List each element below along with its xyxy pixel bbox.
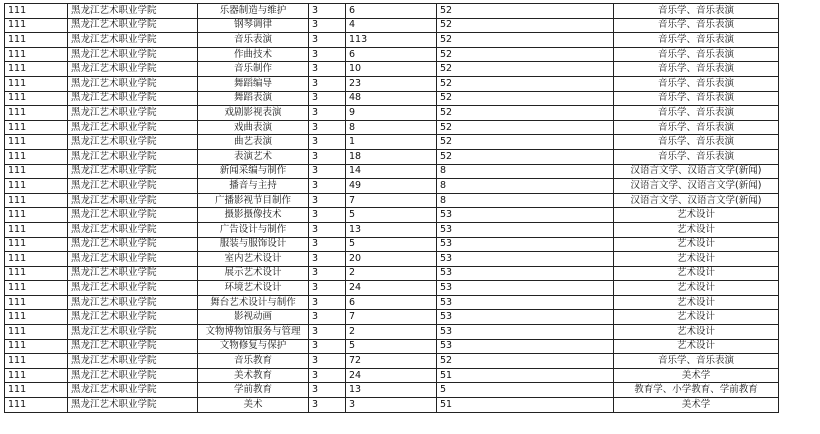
code-cell: 111 — [5, 339, 68, 354]
table-row — [5, 47, 779, 62]
category-code-cell: 53 — [437, 310, 614, 325]
target-major-cell: 音乐学、音乐表演 — [614, 33, 779, 48]
years-cell: 3 — [309, 47, 346, 62]
years-cell: 3 — [309, 193, 346, 208]
category-code-cell: 52 — [437, 120, 614, 135]
years-cell: 3 — [309, 33, 346, 48]
category-code-cell: 52 — [437, 135, 614, 150]
count-cell: 5 — [346, 237, 437, 252]
category-code-cell: 52 — [437, 47, 614, 62]
target-major-cell: 汉语言文学、汉语言文学(新闻) — [614, 179, 779, 194]
code-cell: 111 — [5, 193, 68, 208]
major-cell: 戏曲表演 — [198, 120, 309, 135]
school-cell: 黑龙江艺术职业学院 — [68, 47, 198, 62]
major-cell: 学前教育 — [198, 383, 309, 398]
category-code-cell: 53 — [437, 208, 614, 223]
code-cell: 111 — [5, 383, 68, 398]
code-cell: 111 — [5, 149, 68, 164]
code-cell: 111 — [5, 252, 68, 267]
table-row — [5, 149, 779, 164]
code-cell: 111 — [5, 4, 68, 19]
target-major-cell: 艺术设计 — [614, 208, 779, 223]
school-cell: 黑龙江艺术职业学院 — [68, 237, 198, 252]
count-cell: 9 — [346, 106, 437, 121]
category-code-cell: 52 — [437, 18, 614, 33]
major-cell: 广播影视节目制作 — [198, 193, 309, 208]
years-cell: 3 — [309, 76, 346, 91]
table-row — [5, 76, 779, 91]
code-cell: 111 — [5, 310, 68, 325]
years-cell: 3 — [309, 383, 346, 398]
major-cell: 音乐制作 — [198, 62, 309, 77]
count-cell: 13 — [346, 222, 437, 237]
target-major-cell: 音乐学、音乐表演 — [614, 91, 779, 106]
code-cell: 111 — [5, 33, 68, 48]
count-cell: 20 — [346, 252, 437, 267]
category-code-cell: 53 — [437, 339, 614, 354]
count-cell: 49 — [346, 179, 437, 194]
years-cell: 3 — [309, 266, 346, 281]
school-cell: 黑龙江艺术职业学院 — [68, 33, 198, 48]
school-cell: 黑龙江艺术职业学院 — [68, 179, 198, 194]
count-cell: 18 — [346, 149, 437, 164]
years-cell: 3 — [309, 325, 346, 340]
count-cell: 5 — [346, 208, 437, 223]
target-major-cell: 艺术设计 — [614, 252, 779, 267]
years-cell: 3 — [309, 295, 346, 310]
count-cell: 6 — [346, 47, 437, 62]
target-major-cell: 美术学 — [614, 368, 779, 383]
code-cell: 111 — [5, 281, 68, 296]
table-row — [5, 266, 779, 281]
school-cell: 黑龙江艺术职业学院 — [68, 193, 198, 208]
school-cell: 黑龙江艺术职业学院 — [68, 62, 198, 77]
major-cell: 展示艺术设计 — [198, 266, 309, 281]
major-cell: 服装与服饰设计 — [198, 237, 309, 252]
major-cell: 乐器制造与维护 — [198, 4, 309, 19]
count-cell: 14 — [346, 164, 437, 179]
target-major-cell: 艺术设计 — [614, 222, 779, 237]
code-cell: 111 — [5, 325, 68, 340]
school-cell: 黑龙江艺术职业学院 — [68, 76, 198, 91]
count-cell: 6 — [346, 4, 437, 19]
count-cell: 4 — [346, 18, 437, 33]
count-cell: 8 — [346, 120, 437, 135]
school-cell: 黑龙江艺术职业学院 — [68, 398, 198, 413]
table-row — [5, 208, 779, 223]
years-cell: 3 — [309, 135, 346, 150]
school-cell: 黑龙江艺术职业学院 — [68, 18, 198, 33]
table-row — [5, 295, 779, 310]
years-cell: 3 — [309, 164, 346, 179]
code-cell: 111 — [5, 47, 68, 62]
category-code-cell: 52 — [437, 76, 614, 91]
years-cell: 3 — [309, 149, 346, 164]
table-row — [5, 164, 779, 179]
category-code-cell: 52 — [437, 91, 614, 106]
category-code-cell: 53 — [437, 281, 614, 296]
table-row — [5, 325, 779, 340]
table-row — [5, 62, 779, 77]
target-major-cell: 艺术设计 — [614, 325, 779, 340]
category-code-cell: 53 — [437, 266, 614, 281]
code-cell: 111 — [5, 208, 68, 223]
years-cell: 3 — [309, 120, 346, 135]
school-cell: 黑龙江艺术职业学院 — [68, 149, 198, 164]
school-cell: 黑龙江艺术职业学院 — [68, 91, 198, 106]
count-cell: 24 — [346, 281, 437, 296]
code-cell: 111 — [5, 62, 68, 77]
table-row — [5, 4, 779, 19]
count-cell: 13 — [346, 383, 437, 398]
major-cell: 音乐表演 — [198, 33, 309, 48]
table-row — [5, 237, 779, 252]
code-cell: 111 — [5, 354, 68, 369]
years-cell: 3 — [309, 368, 346, 383]
table-row — [5, 383, 779, 398]
count-cell: 72 — [346, 354, 437, 369]
school-cell: 黑龙江艺术职业学院 — [68, 383, 198, 398]
school-cell: 黑龙江艺术职业学院 — [68, 252, 198, 267]
school-cell: 黑龙江艺术职业学院 — [68, 208, 198, 223]
major-cell: 音乐教育 — [198, 354, 309, 369]
table-row — [5, 339, 779, 354]
school-cell: 黑龙江艺术职业学院 — [68, 4, 198, 19]
category-code-cell: 52 — [437, 4, 614, 19]
target-major-cell: 音乐学、音乐表演 — [614, 62, 779, 77]
target-major-cell: 教育学、小学教育、学前教育 — [614, 383, 779, 398]
years-cell: 3 — [309, 398, 346, 413]
major-cell: 环境艺术设计 — [198, 281, 309, 296]
category-code-cell: 53 — [437, 252, 614, 267]
target-major-cell: 美术学 — [614, 398, 779, 413]
school-cell: 黑龙江艺术职业学院 — [68, 222, 198, 237]
table-body — [5, 4, 779, 413]
major-cell: 美术 — [198, 398, 309, 413]
code-cell: 111 — [5, 106, 68, 121]
code-cell: 111 — [5, 135, 68, 150]
major-cell: 作曲技术 — [198, 47, 309, 62]
count-cell: 2 — [346, 266, 437, 281]
table-row — [5, 18, 779, 33]
table-row — [5, 106, 779, 121]
code-cell: 111 — [5, 266, 68, 281]
years-cell: 3 — [309, 310, 346, 325]
major-cell: 钢琴调律 — [198, 18, 309, 33]
table-row — [5, 222, 779, 237]
school-cell: 黑龙江艺术职业学院 — [68, 106, 198, 121]
table-row — [5, 193, 779, 208]
target-major-cell: 艺术设计 — [614, 310, 779, 325]
years-cell: 3 — [309, 237, 346, 252]
target-major-cell: 汉语言文学、汉语言文学(新闻) — [614, 164, 779, 179]
category-code-cell: 52 — [437, 354, 614, 369]
major-cell: 舞台艺术设计与制作 — [198, 295, 309, 310]
target-major-cell: 音乐学、音乐表演 — [614, 120, 779, 135]
target-major-cell: 音乐学、音乐表演 — [614, 106, 779, 121]
count-cell: 2 — [346, 325, 437, 340]
school-cell: 黑龙江艺术职业学院 — [68, 295, 198, 310]
school-cell: 黑龙江艺术职业学院 — [68, 281, 198, 296]
code-cell: 111 — [5, 179, 68, 194]
target-major-cell: 音乐学、音乐表演 — [614, 135, 779, 150]
table-row — [5, 310, 779, 325]
table-row — [5, 398, 779, 413]
target-major-cell: 艺术设计 — [614, 339, 779, 354]
school-cell: 黑龙江艺术职业学院 — [68, 164, 198, 179]
category-code-cell: 8 — [437, 164, 614, 179]
code-cell: 111 — [5, 91, 68, 106]
target-major-cell: 音乐学、音乐表演 — [614, 47, 779, 62]
category-code-cell: 5 — [437, 383, 614, 398]
count-cell: 10 — [346, 62, 437, 77]
school-cell: 黑龙江艺术职业学院 — [68, 368, 198, 383]
years-cell: 3 — [309, 62, 346, 77]
category-code-cell: 52 — [437, 33, 614, 48]
years-cell: 3 — [309, 91, 346, 106]
years-cell: 3 — [309, 106, 346, 121]
count-cell: 7 — [346, 193, 437, 208]
years-cell: 3 — [309, 252, 346, 267]
target-major-cell: 艺术设计 — [614, 281, 779, 296]
count-cell: 113 — [346, 33, 437, 48]
major-cell: 戏剧影视表演 — [198, 106, 309, 121]
years-cell: 3 — [309, 179, 346, 194]
target-major-cell: 艺术设计 — [614, 295, 779, 310]
table-row — [5, 252, 779, 267]
major-cell: 舞蹈编导 — [198, 76, 309, 91]
major-cell: 文物修复与保护 — [198, 339, 309, 354]
count-cell: 3 — [346, 398, 437, 413]
category-code-cell: 51 — [437, 368, 614, 383]
count-cell: 24 — [346, 368, 437, 383]
major-cell: 新闻采编与制作 — [198, 164, 309, 179]
school-cell: 黑龙江艺术职业学院 — [68, 325, 198, 340]
count-cell: 1 — [346, 135, 437, 150]
target-major-cell: 音乐学、音乐表演 — [614, 149, 779, 164]
major-cell: 摄影摄像技术 — [198, 208, 309, 223]
major-cell: 美术教育 — [198, 368, 309, 383]
years-cell: 3 — [309, 354, 346, 369]
school-cell: 黑龙江艺术职业学院 — [68, 354, 198, 369]
table-row — [5, 91, 779, 106]
school-cell: 黑龙江艺术职业学院 — [68, 135, 198, 150]
enrollment-table — [4, 3, 779, 413]
target-major-cell: 艺术设计 — [614, 237, 779, 252]
target-major-cell: 音乐学、音乐表演 — [614, 76, 779, 91]
table-row — [5, 135, 779, 150]
code-cell: 111 — [5, 120, 68, 135]
target-major-cell: 艺术设计 — [614, 266, 779, 281]
table-row — [5, 281, 779, 296]
major-cell: 广告设计与制作 — [198, 222, 309, 237]
table-row — [5, 179, 779, 194]
major-cell: 室内艺术设计 — [198, 252, 309, 267]
category-code-cell: 53 — [437, 222, 614, 237]
code-cell: 111 — [5, 164, 68, 179]
count-cell: 23 — [346, 76, 437, 91]
count-cell: 48 — [346, 91, 437, 106]
code-cell: 111 — [5, 398, 68, 413]
school-cell: 黑龙江艺术职业学院 — [68, 339, 198, 354]
major-cell: 舞蹈表演 — [198, 91, 309, 106]
count-cell: 7 — [346, 310, 437, 325]
major-cell: 影视动画 — [198, 310, 309, 325]
count-cell: 5 — [346, 339, 437, 354]
count-cell: 6 — [346, 295, 437, 310]
code-cell: 111 — [5, 222, 68, 237]
code-cell: 111 — [5, 237, 68, 252]
code-cell: 111 — [5, 368, 68, 383]
category-code-cell: 8 — [437, 193, 614, 208]
target-major-cell: 汉语言文学、汉语言文学(新闻) — [614, 193, 779, 208]
category-code-cell: 53 — [437, 237, 614, 252]
table-row — [5, 368, 779, 383]
code-cell: 111 — [5, 295, 68, 310]
target-major-cell: 音乐学、音乐表演 — [614, 354, 779, 369]
category-code-cell: 52 — [437, 62, 614, 77]
category-code-cell: 52 — [437, 106, 614, 121]
major-cell: 播音与主持 — [198, 179, 309, 194]
years-cell: 3 — [309, 339, 346, 354]
target-major-cell: 音乐学、音乐表演 — [614, 18, 779, 33]
code-cell: 111 — [5, 76, 68, 91]
major-cell: 表演艺术 — [198, 149, 309, 164]
years-cell: 3 — [309, 222, 346, 237]
category-code-cell: 53 — [437, 295, 614, 310]
years-cell: 3 — [309, 208, 346, 223]
target-major-cell: 音乐学、音乐表演 — [614, 4, 779, 19]
years-cell: 3 — [309, 18, 346, 33]
category-code-cell: 53 — [437, 325, 614, 340]
category-code-cell: 52 — [437, 149, 614, 164]
table-row — [5, 120, 779, 135]
table-row — [5, 354, 779, 369]
school-cell: 黑龙江艺术职业学院 — [68, 266, 198, 281]
category-code-cell: 8 — [437, 179, 614, 194]
years-cell: 3 — [309, 281, 346, 296]
school-cell: 黑龙江艺术职业学院 — [68, 120, 198, 135]
table-row — [5, 33, 779, 48]
school-cell: 黑龙江艺术职业学院 — [68, 310, 198, 325]
major-cell: 文物博物馆服务与管理 — [198, 325, 309, 340]
code-cell: 111 — [5, 18, 68, 33]
years-cell: 3 — [309, 4, 346, 19]
category-code-cell: 51 — [437, 398, 614, 413]
major-cell: 曲艺表演 — [198, 135, 309, 150]
